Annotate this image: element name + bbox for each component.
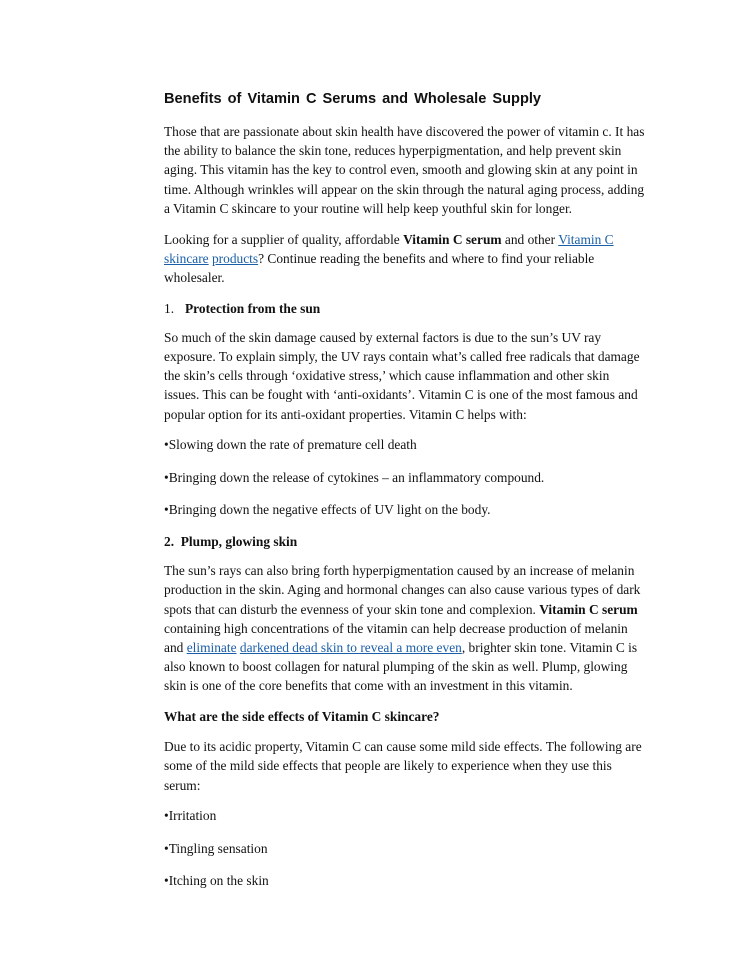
supplier-text-post: ? Continue reading the benefits and where to find your reliable wholesaler. xyxy=(164,250,595,285)
section1-heading xyxy=(164,299,646,318)
section1-bullet: •Bringing down the negative effects of UV light on the body. xyxy=(164,501,491,517)
document-title: Benefits of Vitamin C Serums and Wholesale Supply xyxy=(164,91,542,107)
section3-bullet: •Itching on the skin xyxy=(164,872,269,888)
document-page xyxy=(164,88,646,903)
supplier-text-mid: and other xyxy=(501,231,559,247)
section2-text-mid: containing high concentrations of the vitamin can help decrease production of melanin and xyxy=(164,620,628,655)
darkened-skin-link[interactable]: darkened dead skin to reveal a more even xyxy=(239,639,462,655)
section1-number: 1. xyxy=(164,300,175,316)
intro-paragraph: Those that are passionate about skin health have discovered the power of vitamin c. It has the ability to balance the skin tone, reduces hyperpigmentation, and help prevent skin aging. This vitamin has the key to control even, smooth and glowing skin at any point in time. Although wrinkles will appear on the skin through the natural aging process, adding a Vitamin C skincare to your routine will help keep youthful skin for longer. xyxy=(164,124,645,216)
supplier-text-pre: Looking for a supplier of quality, affordable xyxy=(164,231,404,247)
section2-text-pre: The sun’s rays can also bring forth hyperpigmentation caused by an increase of melanin production in the skin. Aging and hormonal changes can also cause various types of dark spots that can disturb the evenness of your skin tone and complexion. xyxy=(164,563,641,617)
section3-paragraph: Due to its acidic property, Vitamin C can cause some mild side effects. The following are some of the mild side effects that people are likely to experience when they use this serum: xyxy=(164,739,642,793)
section1-bullet: •Bringing down the release of cytokines – an inflammatory compound. xyxy=(164,469,545,485)
products-link[interactable]: products xyxy=(211,250,259,266)
supplier-paragraph xyxy=(164,230,646,288)
eliminate-link[interactable]: eliminate xyxy=(186,639,237,655)
section1-heading-text: Protection from the sun xyxy=(185,300,321,316)
section1-bullet: •Slowing down the rate of premature cell death xyxy=(164,437,417,453)
section2-heading: 2. Plump, glowing skin xyxy=(164,533,298,549)
section3-heading: What are the side effects of Vitamin C skincare? xyxy=(164,709,440,725)
section3-bullet: •Tingling sensation xyxy=(164,840,268,856)
section1-paragraph: So much of the skin damage caused by external factors is due to the sun’s UV ray exposure. To explain simply, the UV rays contain what’s called free radicals that damage the skin’s cells through ‘oxidative stress,’ which cause inflammation and other skin issues. This can be fought with ‘anti-oxidants’. Vitamin C is one of the most famous and popular option for its anti-oxidant properties. Vitamin C helps with: xyxy=(164,329,640,422)
supplier-bold-text: Vitamin C serum xyxy=(403,231,502,247)
section2-text-post: , brighter skin tone. Vitamin C is also known to boost collagen for natural plumping of the skin as well. Plump, glowing skin is one of the core benefits that come with an investment in this vitamin. xyxy=(164,639,638,694)
section3-bullet: •Irritation xyxy=(164,808,217,824)
section2-bold-text: Vitamin C serum xyxy=(539,601,638,617)
section2-paragraph xyxy=(164,561,646,695)
vitamin-c-skincare-link[interactable]: Vitamin C skincare xyxy=(164,231,614,266)
